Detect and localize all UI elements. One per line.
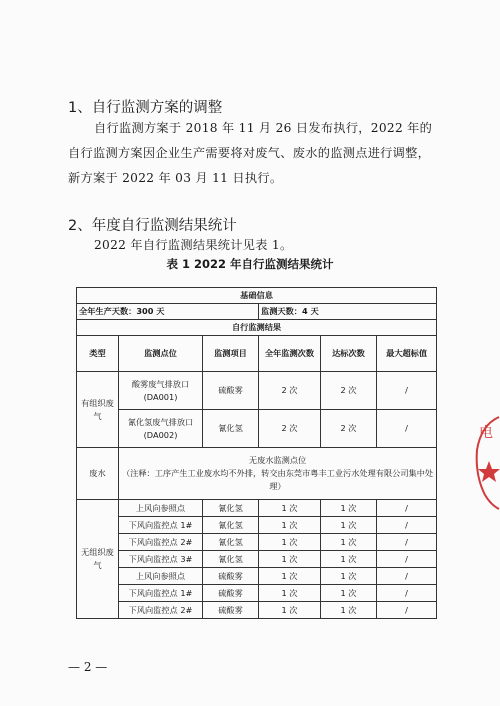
- header-cell: 全年监测次数: [259, 336, 321, 372]
- point-cell: 下风向监控点 2#: [119, 602, 203, 619]
- section1-paragraph: 自行监测方案于 2018 年 11 月 26 日发布执行，2022 年的自行监测方案因企业生产需要将对废气、废水的监测点进行调整，新方案于 2022 年 03 月 11 日执行。: [68, 121, 433, 185]
- wastewater-line1: 无废水监测点位: [248, 455, 307, 465]
- pass-cell: 1 次: [321, 585, 377, 602]
- table-row: [77, 585, 437, 602]
- point-cell: 酸雾废气排放口(DA001): [119, 372, 203, 410]
- table-row: [77, 517, 437, 534]
- page-number: — 2 —: [68, 660, 108, 674]
- point-cell: 下风向监控点 1#: [119, 585, 203, 602]
- pass-cell: 1 次: [321, 602, 377, 619]
- header-row: [77, 336, 437, 372]
- table-row: [77, 602, 437, 619]
- pass-cell: 1 次: [321, 517, 377, 534]
- item-cell: 硫酸雾: [203, 602, 259, 619]
- max-cell: /: [377, 602, 437, 619]
- item-cell: 硫酸雾: [203, 585, 259, 602]
- pass-cell: 1 次: [321, 551, 377, 568]
- max-cell: /: [377, 410, 437, 448]
- count-cell: 2 次: [259, 372, 321, 410]
- item-cell: 氰化氢: [203, 517, 259, 534]
- count-cell: 1 次: [259, 551, 321, 568]
- count-cell: 1 次: [259, 602, 321, 619]
- table-row: [77, 410, 437, 448]
- point-cell: 氰化氢废气排放口(DA002): [119, 410, 203, 448]
- header-cell: 最大超标值: [377, 336, 437, 372]
- count-cell: 2 次: [259, 410, 321, 448]
- item-cell: 硫酸雾: [203, 372, 259, 410]
- production-days: 全年生产天数：300 天: [77, 304, 259, 320]
- header-cell: 达标次数: [321, 336, 377, 372]
- table-row: [77, 500, 437, 517]
- section1-heading: 1、自行监测方案的调整: [68, 100, 223, 116]
- type-cell: 有组织废气: [77, 372, 119, 448]
- item-cell: 氰化氢: [203, 534, 259, 551]
- max-cell: /: [377, 551, 437, 568]
- header-cell: 监测点位: [119, 336, 203, 372]
- max-cell: /: [377, 585, 437, 602]
- monitor-days: 监测天数：4 天: [259, 304, 437, 320]
- max-cell: /: [377, 517, 437, 534]
- item-cell: 氰化氢: [203, 410, 259, 448]
- table-caption: 表 1 2022 年自行监测结果统计: [166, 257, 334, 271]
- point-cell: 下风向监控点 3#: [119, 551, 203, 568]
- pass-cell: 1 次: [321, 500, 377, 517]
- count-cell: 1 次: [259, 568, 321, 585]
- table-row: [77, 551, 437, 568]
- wastewater-line2: （注释：工序产生工业废水均不外排，转交由东莞市粤丰工业污水处理有限公司集中处理）: [121, 468, 434, 491]
- table-row: [77, 534, 437, 551]
- max-cell: /: [377, 568, 437, 585]
- header-cell: 类型: [77, 336, 119, 372]
- pass-cell: 2 次: [321, 410, 377, 448]
- item-cell: 氰化氢: [203, 500, 259, 517]
- point-cell: 上风向参照点: [119, 500, 203, 517]
- company-seal-icon: [465, 405, 500, 515]
- type-cell: 废水: [77, 448, 119, 500]
- point-cell: 下风向监控点 2#: [119, 534, 203, 551]
- pass-cell: 1 次: [321, 568, 377, 585]
- pass-cell: 1 次: [321, 534, 377, 551]
- seal-star: [478, 461, 500, 482]
- results-table: [76, 287, 437, 619]
- table-row: [77, 372, 437, 410]
- count-cell: 1 次: [259, 534, 321, 551]
- max-cell: /: [377, 500, 437, 517]
- table-row: [77, 568, 437, 585]
- section2-paragraph: 2022 年自行监测结果统计见表 1。: [94, 238, 293, 252]
- basic-info-title: 基础信息: [77, 288, 437, 304]
- results-title: 自行监测结果: [77, 320, 437, 336]
- point-cell: 上风向参照点: [119, 568, 203, 585]
- section2-heading: 2、年度自行监测结果统计: [68, 218, 237, 234]
- point-cell: 下风向监控点 1#: [119, 517, 203, 534]
- seal-glyph: 电: [479, 425, 493, 441]
- item-cell: 硫酸雾: [203, 568, 259, 585]
- pass-cell: 2 次: [321, 372, 377, 410]
- item-cell: 氰化氢: [203, 551, 259, 568]
- wastewater-note: [119, 448, 437, 500]
- type-cell: 无组织废气: [77, 500, 119, 619]
- count-cell: 1 次: [259, 517, 321, 534]
- max-cell: /: [377, 534, 437, 551]
- count-cell: 1 次: [259, 585, 321, 602]
- count-cell: 1 次: [259, 500, 321, 517]
- table-row: [77, 448, 437, 500]
- max-cell: /: [377, 372, 437, 410]
- header-cell: 监测项目: [203, 336, 259, 372]
